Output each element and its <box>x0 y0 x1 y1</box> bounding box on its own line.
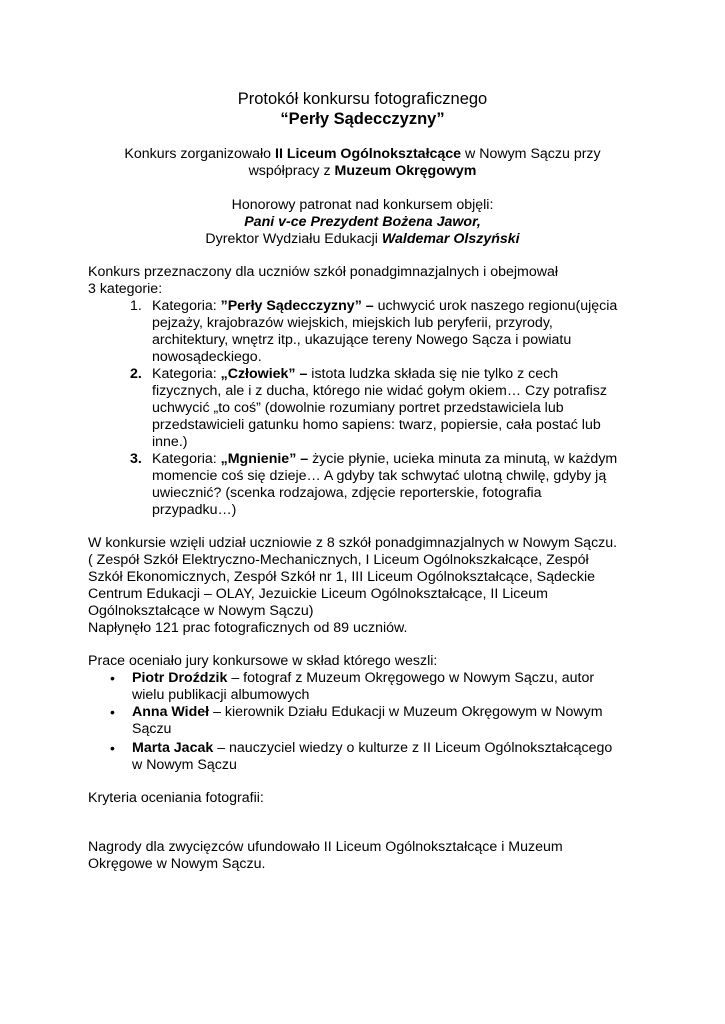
jury-member-desc: wielu publikacji albumowych <box>132 687 310 703</box>
patronage-person-2-title: Dyrektor Wydziału Edukacji <box>205 231 382 247</box>
jury-member-desc: – fotograf z Muzeum Okręgowego w Nowym Sączu, autor <box>227 670 595 686</box>
criteria-paragraph <box>88 790 688 807</box>
category-desc: przypadku…) <box>152 502 237 518</box>
jury-member-desc: – kierownik Działu Edukacji w Muzeum Okręgowym w Nowym <box>209 704 603 720</box>
category-text <box>152 366 607 451</box>
intro-line-2: 3 kategorie: <box>88 281 163 297</box>
patronage-person-2 <box>0 231 725 248</box>
jury-member-2 <box>110 704 670 740</box>
category-desc: przedstawicieli gatunku homo sapiens: twarz, popiersie, cała postać lub <box>152 417 601 433</box>
organizer-line-1 <box>0 146 725 163</box>
contest-intro <box>88 264 688 298</box>
category-name: „Człowiek” – <box>220 366 308 382</box>
organizer-text: Konkurs zorganizowało <box>124 146 275 162</box>
jury-member-name: Anna Wideł <box>132 704 210 720</box>
criteria-label: Kryteria oceniania fotografii: <box>88 790 264 806</box>
prizes-line-2: Okręgowe w Nowym Sączu. <box>88 856 266 872</box>
organizer-paragraph <box>0 146 725 180</box>
organizer-text-2: w Nowym Sączu przy <box>461 146 601 162</box>
prizes-line-1: Nagrody dla zwycięzców ufundowało II Liceum Ogólnokształcące i Muzeum <box>88 839 563 855</box>
jury-member-desc: w Nowym Sączu <box>132 757 237 773</box>
participants-line: Centrum Edukacji – OLAY, Jezuickie Liceum Ogólnokształcące, II Liceum <box>88 586 548 602</box>
category-prefix: Kategoria: <box>152 366 221 382</box>
jury-member-3 <box>110 740 670 774</box>
category-desc: życie płynie, ucieka minuta za minutą, w każdym <box>308 451 618 467</box>
organizer-line-2 <box>0 163 725 180</box>
jury-intro <box>88 653 688 670</box>
prizes-paragraph <box>88 839 688 873</box>
category-list <box>130 298 650 519</box>
category-line <box>152 366 607 383</box>
category-desc: pejzaży, krajobrazów wiejskich, miejskich lub peryferii, przyrody, <box>152 315 553 331</box>
category-desc: fizycznych, ale i z ducha, którego nie widać gołym okiem… Czy potrafisz <box>152 383 607 399</box>
category-desc: momencie coś się dzieje… A gdyby tak schwytać ulotną chwilę, gdyby ją <box>152 468 607 484</box>
participants-line: Napłynęło 121 prac fotograficznych od 89 uczniów. <box>88 620 408 636</box>
category-desc: inne.) <box>152 434 188 450</box>
category-item-2 <box>130 366 650 451</box>
category-desc: istota ludzka składa się nie tylko z cech <box>307 366 559 382</box>
category-desc: uwiecznić? (scenka rodzajowa, zdjęcie reporterskie, fotografia <box>152 485 542 501</box>
patronage-paragraph <box>0 197 725 248</box>
category-desc: nowosądeckiego. <box>152 349 262 365</box>
bullet-icon: • <box>110 740 115 756</box>
category-line <box>152 451 617 468</box>
organizer-text-3: współpracy z <box>248 163 335 179</box>
category-text <box>152 451 617 519</box>
jury-member-text <box>132 670 594 704</box>
category-item-3 <box>130 451 650 519</box>
category-prefix: Kategoria: <box>152 298 221 314</box>
category-number: 3. <box>130 451 142 467</box>
title-line-1: Protokół konkursu fotograficznego <box>237 90 488 108</box>
category-desc: architektury, wnętrz itp., ukazujące tereny Nowego Sącza i powiatu <box>152 332 572 348</box>
jury-member-line <box>132 704 603 721</box>
jury-intro-text: Prace oceniało jury konkursowe w skład którego weszli: <box>88 653 438 669</box>
jury-member-line <box>132 670 594 687</box>
title-line-2: “Perły Sądecczyzny” <box>280 110 445 128</box>
organizer-museum: Muzeum Okręgowym <box>334 163 477 179</box>
category-number: 2. <box>130 366 142 382</box>
category-number: 1. <box>130 298 142 314</box>
jury-member-desc: – nauczyciel wiedzy o kulturze z II Liceum Ogólnokształcącego <box>213 740 613 756</box>
bullet-icon: • <box>110 670 115 686</box>
patronage-person-2-name: Waldemar Olszyński <box>381 231 520 247</box>
category-item-1 <box>130 298 650 366</box>
category-line <box>152 298 617 315</box>
jury-member-name: Marta Jacak <box>132 740 214 756</box>
bullet-icon: • <box>110 704 115 720</box>
jury-member-text <box>132 740 612 774</box>
participants-line: ( Zespół Szkół Elektryczno-Mechanicznych, I Liceum Ogólnokszkałcące, Zespół <box>88 552 589 568</box>
participants-line: Szkół Ekonomicznych, Zespół Szkół nr 1, III Liceum Ogólnokształcące, Sądeckie <box>88 569 596 585</box>
category-desc: uchwycić urok naszego regionu(ujęcia <box>373 298 618 314</box>
organizer-school: II Liceum Ogólnokształcące <box>275 146 462 162</box>
jury-member-text <box>132 704 603 738</box>
patronage-person-1: Pani v-ce Prezydent Bożena Jawor, <box>244 214 481 230</box>
participants-line: W konkursie wzięli udział uczniowie z 8 szkół ponadgimnazjalnych w Nowym Sączu. <box>88 535 618 551</box>
jury-member-desc: Sączu <box>132 721 172 737</box>
jury-list <box>110 670 670 774</box>
document-title <box>0 89 725 129</box>
patronage-intro: Honorowy patronat nad konkursem objęli: <box>231 197 494 213</box>
category-name: ”Perły Sądecczyzny” – <box>220 298 374 314</box>
participants-paragraph <box>88 535 688 637</box>
category-text <box>152 298 617 366</box>
jury-member-1 <box>110 670 670 704</box>
participants-line: Ogólnokształcące w Nowym Sączu) <box>88 603 314 619</box>
jury-member-name: Piotr Droździk <box>132 670 228 686</box>
category-name: „Mgnienie” – <box>220 451 309 467</box>
category-desc: uchwycić „to coś” (dowolnie rozumiany portret przedstawiciela lub <box>152 400 564 416</box>
intro-line-1: Konkurs przeznaczony dla uczniów szkół ponadgimnazjalnych i obejmował <box>88 264 559 280</box>
category-prefix: Kategoria: <box>152 451 221 467</box>
jury-member-line <box>132 740 612 757</box>
